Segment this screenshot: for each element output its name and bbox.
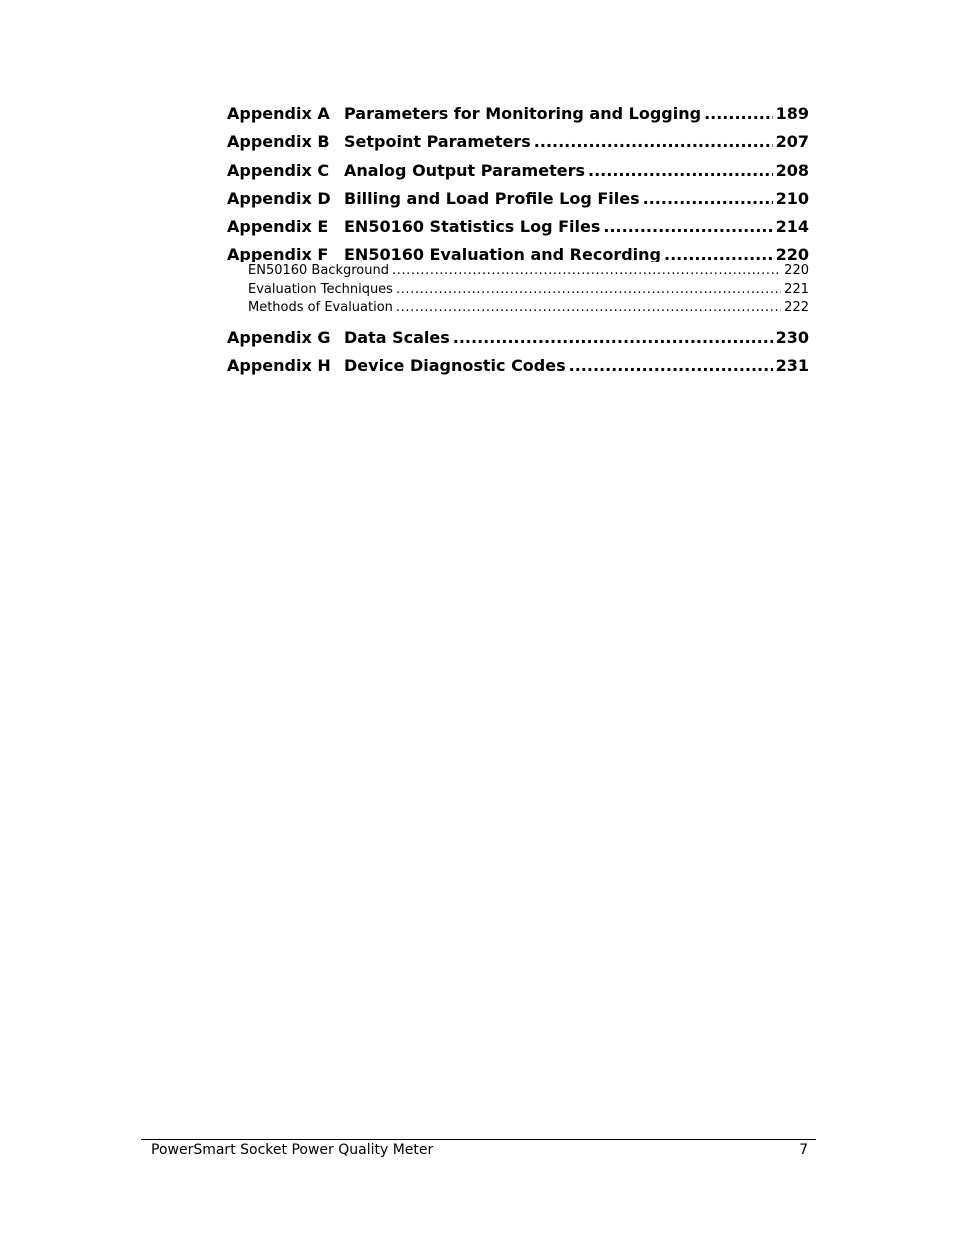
toc-entry-label [227,354,566,378]
toc-entry-appendix-f[interactable] [227,243,809,262]
dot-leader [453,326,773,350]
page-number: 220 [775,245,809,263]
toc-entry-label [227,130,531,154]
toc-subentry-methods-of-evaluation[interactable] [227,299,809,318]
toc-entry-label [227,102,701,126]
toc-entry-appendix-e[interactable] [227,215,809,243]
appendix-title: EN50160 Evaluation and Recording [344,245,661,263]
page-number: 220 [784,263,809,279]
appendix-title: Setpoint Parameters [344,132,531,152]
table-of-contents [227,102,809,383]
toc-entry-label [227,159,585,183]
page-number: 208 [775,160,809,180]
appendix-title: Data Scales [344,327,450,347]
toc-entry-appendix-h[interactable] [227,354,809,382]
appendix-number: Appendix E [227,217,329,237]
dot-leader [588,159,773,183]
toc-entry-label [227,243,661,262]
page-number: 214 [775,217,809,237]
appendix-number: Appendix B [227,132,330,152]
appendix-title: Billing and Load Profile Log Files [344,188,640,208]
toc-entry-label [227,187,640,211]
footer-page-number: 7 [799,1142,808,1158]
page-number: 221 [784,281,809,297]
appendix-title: EN50160 Statistics Log Files [344,217,601,237]
toc-entry-label [227,326,450,350]
toc-entry-label [227,215,600,239]
appendix-number: Appendix G [227,327,331,347]
dot-leader [704,102,773,126]
page-number: 189 [775,104,809,123]
toc-entry-appendix-c[interactable] [227,159,809,187]
subentry-title: Methods of Evaluation [248,300,393,316]
dot-leader [396,299,781,317]
dot-leader [664,243,773,262]
appendix-title: Analog Output Parameters [344,160,585,180]
dot-leader [392,262,781,280]
appendix-number: Appendix F [227,245,329,263]
appendix-title: Parameters for Monitoring and Logging [344,104,702,123]
footer-document-title: PowerSmart Socket Power Quality Meter [151,1142,434,1158]
page-number: 210 [775,188,809,208]
dot-leader [569,354,773,378]
toc-entry-appendix-g[interactable] [227,326,809,354]
page-number: 207 [775,132,809,152]
dot-leader [643,187,773,211]
subentry-title: Evaluation Techniques [248,281,393,297]
page-number: 222 [784,300,809,316]
page-number: 230 [775,327,809,347]
subentry-title: EN50160 Background [248,263,389,279]
toc-subentry-evaluation-techniques[interactable] [227,281,809,300]
appendix-number: Appendix H [227,356,331,376]
appendix-number: Appendix C [227,160,330,180]
appendix-title: Device Diagnostic Codes [344,356,566,376]
toc-subentry-en50160-background[interactable] [227,262,809,281]
footer-divider [141,1139,816,1140]
dot-leader [603,215,772,239]
page-number: 231 [775,356,809,376]
appendix-number: Appendix A [227,104,330,123]
spacer [227,318,809,326]
appendix-number: Appendix D [227,188,331,208]
dot-leader [396,281,781,299]
toc-entry-appendix-a[interactable] [227,102,809,130]
toc-entry-appendix-b[interactable] [227,130,809,158]
toc-entry-appendix-d[interactable] [227,187,809,215]
dot-leader [534,130,773,154]
